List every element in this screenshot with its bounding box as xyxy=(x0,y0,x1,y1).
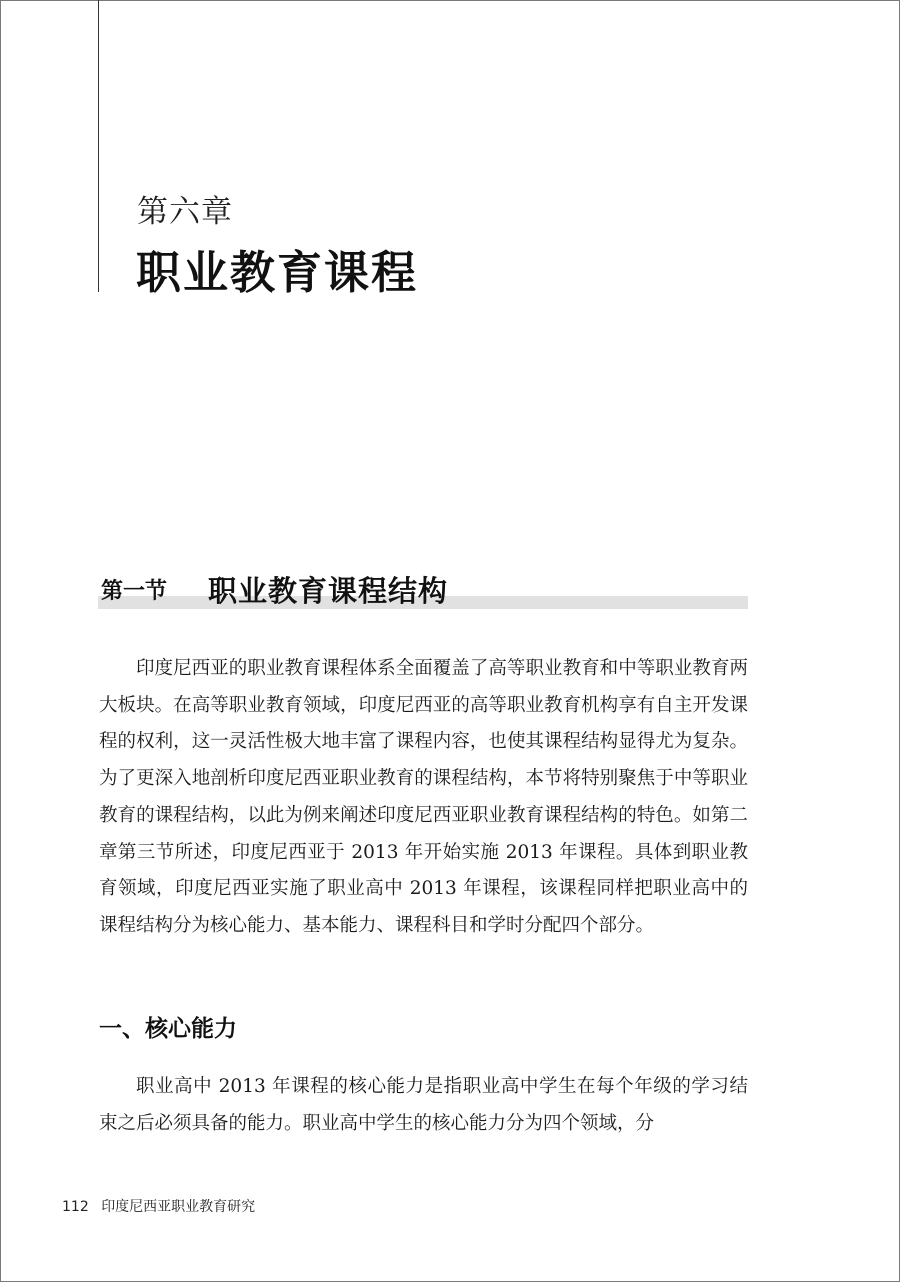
chapter-number: 第六章 xyxy=(137,194,233,230)
page-number: 112 xyxy=(62,1199,89,1215)
body-paragraph-2: 职业高中 2013 年课程的核心能力是指职业高中学生在每个年级的学习结束之后必须具备的能力。职业高中学生的核心能力分为四个领域，分 xyxy=(99,1076,748,1134)
running-book-title: 印度尼西亚职业教育研究 xyxy=(101,1199,256,1215)
subsection-title: 一、核心能力 xyxy=(99,1016,237,1042)
chapter-title: 职业教育课程 xyxy=(136,246,419,299)
page-footer xyxy=(62,1196,255,1216)
body-paragraph-1: 印度尼西亚的职业教育课程体系全面覆盖了高等职业教育和中等职业教育两大板块。在高等职业教育领域，印度尼西亚的高等职业教育机构享有自主开发课程的权利，这一灵活性极大地丰富了课程内容，也使其课程结构显得尤为复杂。为了更深入地剖析印度尼西亚职业教育的课程结构，本节将特别聚焦于中等职业教育的课程结构，以此为例来阐述印度尼西亚职业教育课程结构的特色。如第二章第三节所述，印度尼西亚于 2013 年开始实施 2013 年课程。具体到职业教育领域，印度尼西亚实施了职业高中 2013 年课程，该课程同样把职业高中的课程结构分为核心能力、基本能力、课程科目和学时分配四个部分。 xyxy=(99,658,748,936)
chapter-vertical-rule xyxy=(98,0,99,292)
section-label: 第一节 xyxy=(101,579,168,604)
section-title: 职业教育课程结构 xyxy=(208,574,449,608)
